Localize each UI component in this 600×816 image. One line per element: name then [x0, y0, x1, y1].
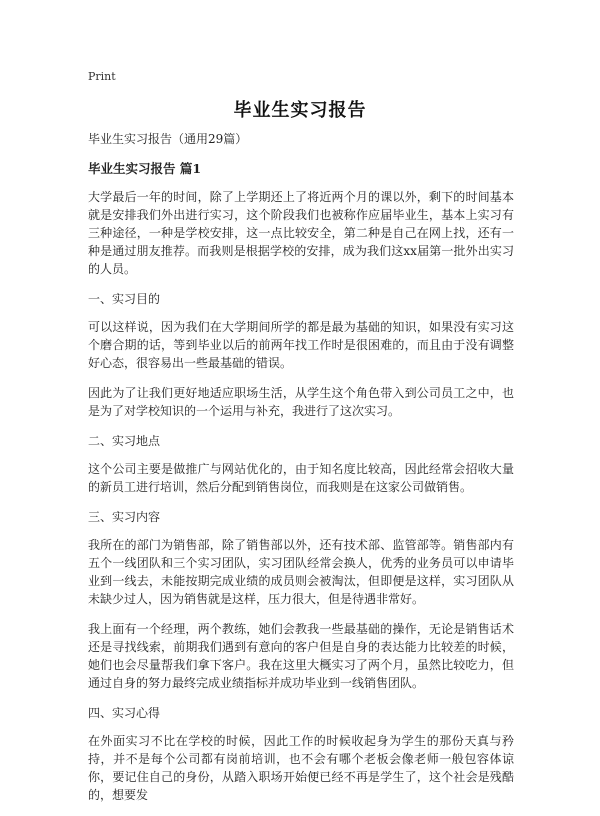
section-heading: 四、实习心得 — [88, 706, 161, 720]
section-heading: 一、实习目的 — [88, 292, 161, 306]
paragraph: 因此为了让我们更好地适应职场生活，从学生这个角色带入到公司员工之中，也是为了对学校知识的一个运用与补充，我进行了这次实习。 — [88, 386, 514, 418]
paragraph: 大学最后一年的时间，除了上学期还上了将近两个月的课以外，剩下的时间基本就是安排我们外出进行实习，这个阶段我们也被称作应届毕业生，基本上实习有三种途径，一种是学校安排，这一点比较安全，第二种是自己在网上找，还有一种是通过朋友推荐。而我则是根据学校的安排，成为我们这xx届第一批外出实习的人员。 — [88, 190, 514, 276]
document-body — [88, 130, 514, 816]
paragraph: 在外面实习不比在学校的时候，因此工作的时候收起身为学生的那份天真与矜持，并不是每个公司都有岗前培训，也不会有哪个老板会像老师一般包容体谅你，要记住自己的身份，从踏入职场开始便已经不再是学生了，这个社会是残酷的，想要发 — [88, 734, 514, 802]
print-label: Print — [88, 70, 116, 83]
section-title: 毕业生实习报告 篇1 — [88, 161, 202, 176]
document-subtitle: 毕业生实习报告（通用29篇） — [88, 132, 248, 146]
paragraph: 我上面有一个经理，两个教练，她们会教我一些最基础的操作，无论是销售话术还是寻找线索，前期我们遇到有意向的客户但是自身的表达能力比较差的时候，她们也会尽量帮我们拿下客户。我在这里大概实习了两个月，虽然比较吃力，但通过自身的努力最终完成业绩指标并成功毕业到一线销售团队。 — [88, 622, 514, 690]
paragraph: 这个公司主要是做推广与网站优化的，由于知名度比较高，因此经常会招收大量的新员工进行培训，然后分配到销售岗位，而我则是在这家公司做销售。 — [88, 462, 514, 494]
paragraph: 我所在的部门为销售部，除了销售部以外，还有技术部、监管部等。销售部内有五个一线团队和三个实习团队，实习团队经常会换人，优秀的业务员可以申请毕业到一线去，未能按期完成业绩的成员则会被淘汰，但即便是这样，实习团队从未缺少过人，因为销售就是这样，压力很大，但是待遇非常好。 — [88, 538, 514, 606]
section-heading: 三、实习内容 — [88, 510, 161, 524]
paragraph: 可以这样说，因为我们在大学期间所学的都是最为基础的知识，如果没有实习这个磨合期的话，等到毕业以后的前两年找工作时是很困难的，而且由于没有调整好心态，很容易出一些最基础的错误。 — [88, 320, 514, 370]
section-heading: 二、实习地点 — [88, 434, 161, 448]
page-title: 毕业生实习报告 — [233, 100, 367, 121]
